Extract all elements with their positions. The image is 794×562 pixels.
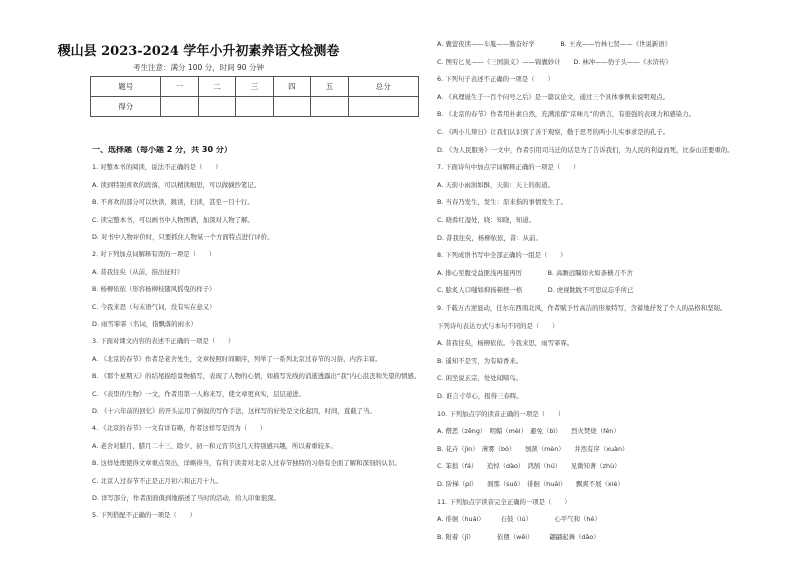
question-line: D. 对书中人物评价时，只要抓住人物某一个方面特点进行评价。 bbox=[92, 233, 274, 241]
score-cell[interactable] bbox=[311, 97, 348, 117]
question-line: A. 天街小雨润如酥，天街：天上的街道。 bbox=[437, 180, 554, 189]
question-line: B. 附着（jī） 依偎（wēi） 翩翩起舞（dǎo） bbox=[437, 532, 600, 541]
question-line: C. 今我来思（句末语气词，没有实在意义） bbox=[92, 302, 216, 311]
exam-title: 稷山县 2023-2024 学年小升初素养语文检测卷 bbox=[57, 44, 340, 59]
score-cell[interactable] bbox=[236, 97, 273, 117]
question-line: 4. 《北京的春节》一文有详有略，作者这样写是因为（ ） bbox=[92, 424, 267, 433]
question-line: 5. 下列搭配不正确的一项是（ ） bbox=[92, 511, 196, 520]
question-line: C. 图穷匕见——《三国演义》——锦囊妙计 D. 林冲——豹子头——《水浒传》 bbox=[437, 57, 672, 66]
question-line: 3. 下面对课文内容的表述不正确的一项是（ ） bbox=[92, 337, 235, 346]
question-line: 10. 下列加点字的读音正确的一项是（ ） bbox=[437, 409, 565, 418]
score-table-header: 四 bbox=[273, 77, 310, 97]
score-table-header: 题号 bbox=[91, 77, 161, 97]
question-line: A. 昔我往矣，杨柳依依。今我来思，雨雪霏霏。 bbox=[437, 339, 574, 348]
question-line: A. 排心至腹受益匪浅再接再厉 B. 高瞻远瞩如火如荼横刀不舍 bbox=[437, 268, 633, 277]
question-line: A. 读到特别喜欢的段落，可以精读细思，可以做摘抄笔记。 bbox=[92, 180, 261, 189]
question-line: D. 昔我往矣，杨柳依依，昔：从前。 bbox=[437, 233, 542, 242]
question-line: 11. 下列加点字读音完全正确的一项是（ ） bbox=[437, 497, 571, 506]
score-table-header: 总分 bbox=[348, 77, 418, 97]
section-heading: 一、选择题（每小题 2 分，共 30 分） bbox=[92, 146, 232, 154]
score-cell[interactable] bbox=[198, 97, 235, 117]
score-row-label: 得分 bbox=[91, 97, 161, 117]
question-line: 8. 下列成语书写中全部正确的一组是（ ） bbox=[437, 251, 567, 260]
question-line: D. 雨雪霏霏（名词，指飘落的雨水） bbox=[92, 320, 197, 328]
question-line: D. 谁言寸草心，报得三春晖。 bbox=[437, 392, 523, 400]
question-line: D. 阶梯（pí） 刹那（suǒ） 徘徊（huái） 飘爽不展（xié） bbox=[437, 480, 624, 488]
question-line: C. 《表里的生物》一文，作者用第一人称来写，使文章更真实，层层递进。 bbox=[92, 389, 306, 398]
question-line: A. 徘徊（huái） 石鼓（lú） 心平气和（hé） bbox=[437, 515, 601, 524]
question-line: B. 花卉（jìn） 薄雾（bó） 刎颈（mèn） 井然有序（xuàn） bbox=[437, 444, 629, 453]
score-table-header: 二 bbox=[198, 77, 235, 97]
question-line: 2. 对下列加点词解释有误的一项是（ ） bbox=[92, 250, 216, 259]
question-line: 下列诗句表达方式与本句不同的是（ ） bbox=[437, 321, 559, 330]
question-line: D. 详写部分，作者面面俱到地描述了当时的活动，给人印象很深。 bbox=[92, 494, 280, 502]
question-line: A. 囊萤夜读——车胤——勤奋好学 B. 王戎——竹林七贤——《世说新语》 bbox=[437, 40, 672, 48]
score-table-header: 五 bbox=[311, 77, 348, 97]
question-line: B. 杨柳依依（形容杨柳枝随风摇曳的样子） bbox=[92, 285, 216, 294]
question-line: B. 《那个星期天》的结尾描绘景物描写，表现了人物的心情，如描写光线的消逝透露出“我”内心沮丧和失望的情感。 bbox=[92, 372, 421, 381]
question-line: A. 昔我往矣（从前，指出征时） bbox=[92, 267, 184, 276]
question-line: 9. 千载万古逆显动，任尔东西南北风，作者赋予竹高洁的形象特写，含蓄地抒发了个人的品格和坚韧。 bbox=[437, 304, 727, 312]
exam-note: 考生注意：满分 100 分，时间 90 分钟 bbox=[133, 63, 264, 72]
question-line: 7. 下面诗句中加点字词解释正确的一项是（ ） bbox=[437, 163, 580, 172]
question-line: B. 当春乃发生，发生：原来指的事情发生了。 bbox=[437, 198, 567, 207]
question-line: A. 《真理诞生于一百个问号之后》是一篇议论文，通过三个具体事例来说明观点。 bbox=[437, 92, 669, 101]
question-line: 1. 对整本书的阅读，说法不正确的是（ ） bbox=[92, 163, 222, 172]
question-line: C. 闲坐说玄宗，处处闻啼鸟。 bbox=[437, 374, 523, 383]
question-line: A. 老舍对腊月、腊月二十三、除夕、初一和元宵节这几天特别感兴趣，所以着重较多。 bbox=[92, 441, 337, 450]
question-line: B. 不喜欢的部分可以快读，跳读，扫读，甚至一目十行。 bbox=[92, 198, 254, 207]
score-cell[interactable] bbox=[273, 97, 310, 117]
question-line: C. 读完整本书，可以画书中人物图谱，加深对人物了解。 bbox=[92, 215, 254, 224]
question-line: C. 笨拙（fá） 追悼（dào） 鸿鹄（hú） 见微知著（zhù） bbox=[437, 462, 621, 471]
score-table bbox=[90, 76, 419, 117]
score-table-header: 三 bbox=[236, 77, 273, 97]
score-cell[interactable] bbox=[161, 97, 198, 117]
question-line: 6. 下列句子表述不正确的一项是（ ） bbox=[437, 75, 554, 84]
question-line: D. 《为人民服务》一文中，作者引用司马迁的话是为了告诉我们，为人民的利益而死，比泰山还要重的。 bbox=[437, 145, 734, 154]
question-line: A. 僧恶（zēng） 明媚（mèi） 避免（bì） 烈火焚烧（fén） bbox=[437, 427, 620, 436]
question-line: B. 遥知不是雪，为有暗香来。 bbox=[437, 356, 523, 365]
question-line: B. 这样处理使得文章重点突出，详略得当，有利于读者对北京人过春节独特的习俗有全面了解和深刻的认识。 bbox=[92, 459, 401, 468]
question-line: A. 《北京的春节》作者是老舍先生，文章按照时间顺序，列举了一系列北京过春节的习俗，内容丰富。 bbox=[92, 354, 382, 363]
score-table-header: 一 bbox=[161, 77, 198, 97]
right-page bbox=[397, 0, 794, 562]
score-table-score-row bbox=[91, 97, 419, 117]
question-line: C. 《两小儿辩日》让我们认识到了善于观察，勤于思考的两小儿实事求是的孔子。 bbox=[437, 128, 670, 136]
question-line: B. 《北京的春节》作者用朴素自然，充满浓郁“京味儿”的语言，有很强的表现力和感染力。 bbox=[437, 110, 695, 119]
question-line: C. 脍炙人口嗤如抑扬顿挫一格 D. 虎视眈眈不可思议忘乎所已 bbox=[437, 286, 634, 295]
score-table-header-row bbox=[91, 77, 419, 97]
question-line: C. 北京人过春节不正是正月初六和正月十九。 bbox=[92, 476, 222, 485]
question-line: C. 晓看红湿处，晓：知晓，知道。 bbox=[437, 216, 535, 224]
question-line: D. 《十六年前的回忆》的开头运用了倒叙的写作手法，这样写的好处是文化起因，时间，直截了当。 bbox=[92, 407, 376, 415]
